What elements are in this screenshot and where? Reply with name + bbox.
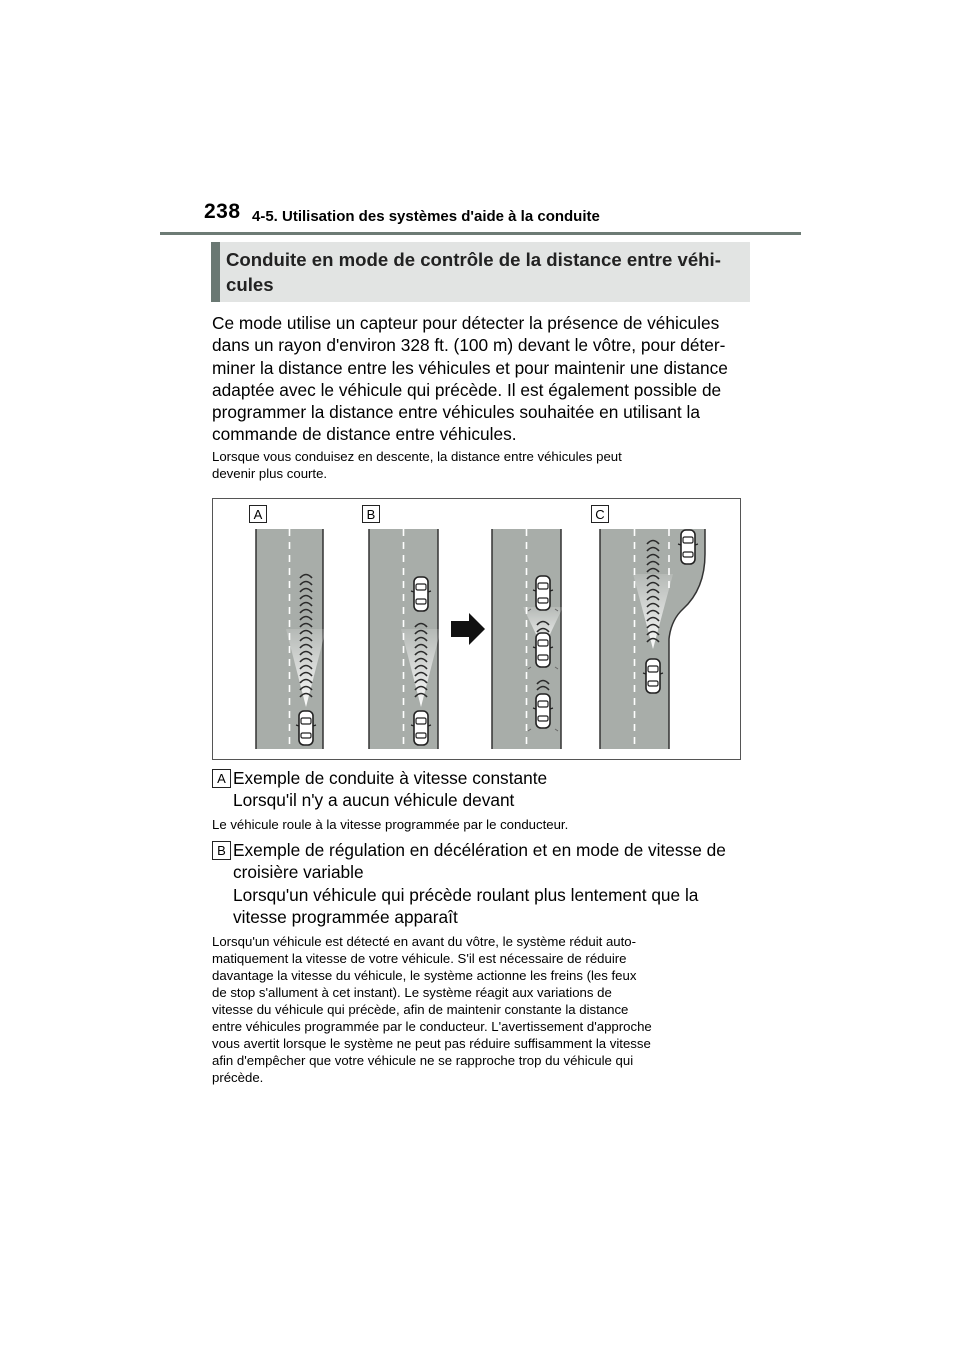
item-b-title bbox=[233, 839, 753, 928]
illustration bbox=[212, 498, 741, 760]
text-line: Lorsqu'il n'y a aucun véhicule devant bbox=[233, 790, 515, 811]
item-a-title bbox=[233, 767, 753, 812]
text-line: Le véhicule roule à la vitesse programmée par le conducteur. bbox=[212, 817, 569, 832]
own-car bbox=[643, 659, 663, 693]
text-line: devenir plus courte. bbox=[212, 466, 328, 481]
text-line: Lorsqu'un véhicule qui précède roulant plus lentement que la bbox=[233, 884, 699, 905]
road-a bbox=[256, 529, 326, 749]
text-line: dans un rayon d'environ 328 ft. (100 m) devant le vôtre, pour déter- bbox=[212, 335, 726, 356]
section-heading bbox=[211, 242, 750, 302]
road-diagram bbox=[213, 499, 740, 759]
figure-label-c: C bbox=[591, 505, 609, 523]
text-line: matiquement la vitesse de votre véhicule. S'il est nécessaire de réduire bbox=[212, 951, 627, 966]
own-car bbox=[296, 711, 316, 745]
road-b-after bbox=[492, 529, 563, 749]
item-marker-a: A bbox=[212, 769, 231, 788]
middle-car bbox=[533, 633, 553, 667]
item-b-body bbox=[212, 933, 752, 1086]
text-line: de stop s'allument à cet instant). Le système réagit aux variations de bbox=[212, 985, 612, 1000]
text-line: entre véhicules programmée par le conducteur. L'avertissement d'approche bbox=[212, 1019, 652, 1034]
text-line: davantage la vitesse du véhicule, le système actionne les freins (les feux bbox=[212, 968, 637, 983]
text-line: adaptée avec le véhicule qui précède. Il est également possible de bbox=[212, 379, 722, 400]
page-number: 238 bbox=[204, 200, 241, 223]
text-line: miner la distance entre les véhicules et pour maintenir une distance bbox=[212, 357, 728, 378]
transition-arrow-icon bbox=[451, 613, 485, 645]
text-line: Lorsque vous conduisez en descente, la distance entre véhicules peut bbox=[212, 449, 622, 464]
own-car bbox=[533, 694, 553, 728]
text-line: Exemple de conduite à vitesse constante bbox=[233, 768, 548, 788]
header-rule bbox=[160, 232, 801, 235]
preceding-car bbox=[533, 576, 553, 610]
text-line: Lorsqu'un véhicule est détecté en avant du vôtre, le système réduit auto- bbox=[212, 934, 637, 949]
item-marker-b: B bbox=[212, 841, 231, 860]
section-heading-line: Conduite en mode de contrôle de la distance entre véhi- bbox=[226, 249, 721, 270]
text-line: afin d'empêcher que votre véhicule ne se rapproche trop du véhicule qui bbox=[212, 1053, 634, 1068]
figure-label-a: A bbox=[249, 505, 267, 523]
own-car bbox=[411, 711, 431, 745]
chapter-title: 4-5. Utilisation des systèmes d'aide à la conduite bbox=[252, 208, 600, 225]
text-line: précède. bbox=[212, 1070, 264, 1085]
text-line: vous avertit lorsque le système ne peut pas réduire suffisamment la vitesse bbox=[212, 1036, 651, 1051]
road-c bbox=[600, 529, 705, 749]
text-line: vitesse programmée apparaît bbox=[233, 906, 458, 927]
text-line: vitesse du véhicule qui précède, afin de maintenir constante la distance bbox=[212, 1002, 629, 1017]
text-line: croisière variable bbox=[233, 862, 364, 883]
text-line: Exemple de régulation en décélération et en mode de vitesse de bbox=[233, 840, 726, 860]
section-heading-line: cules bbox=[226, 274, 274, 295]
road-b-before bbox=[369, 529, 441, 749]
note-paragraph bbox=[212, 448, 752, 482]
text-line: Ce mode utilise un capteur pour détecter la présence de véhicules bbox=[212, 313, 720, 333]
item-a-body bbox=[212, 816, 752, 833]
text-line: programmer la distance entre véhicules souhaitée en utilisant la bbox=[212, 402, 700, 423]
intro-paragraph bbox=[212, 312, 757, 446]
merging-car bbox=[678, 530, 698, 564]
figure-label-b: B bbox=[362, 505, 380, 523]
text-line: commande de distance entre véhicules. bbox=[212, 424, 517, 445]
preceding-car bbox=[411, 577, 431, 611]
